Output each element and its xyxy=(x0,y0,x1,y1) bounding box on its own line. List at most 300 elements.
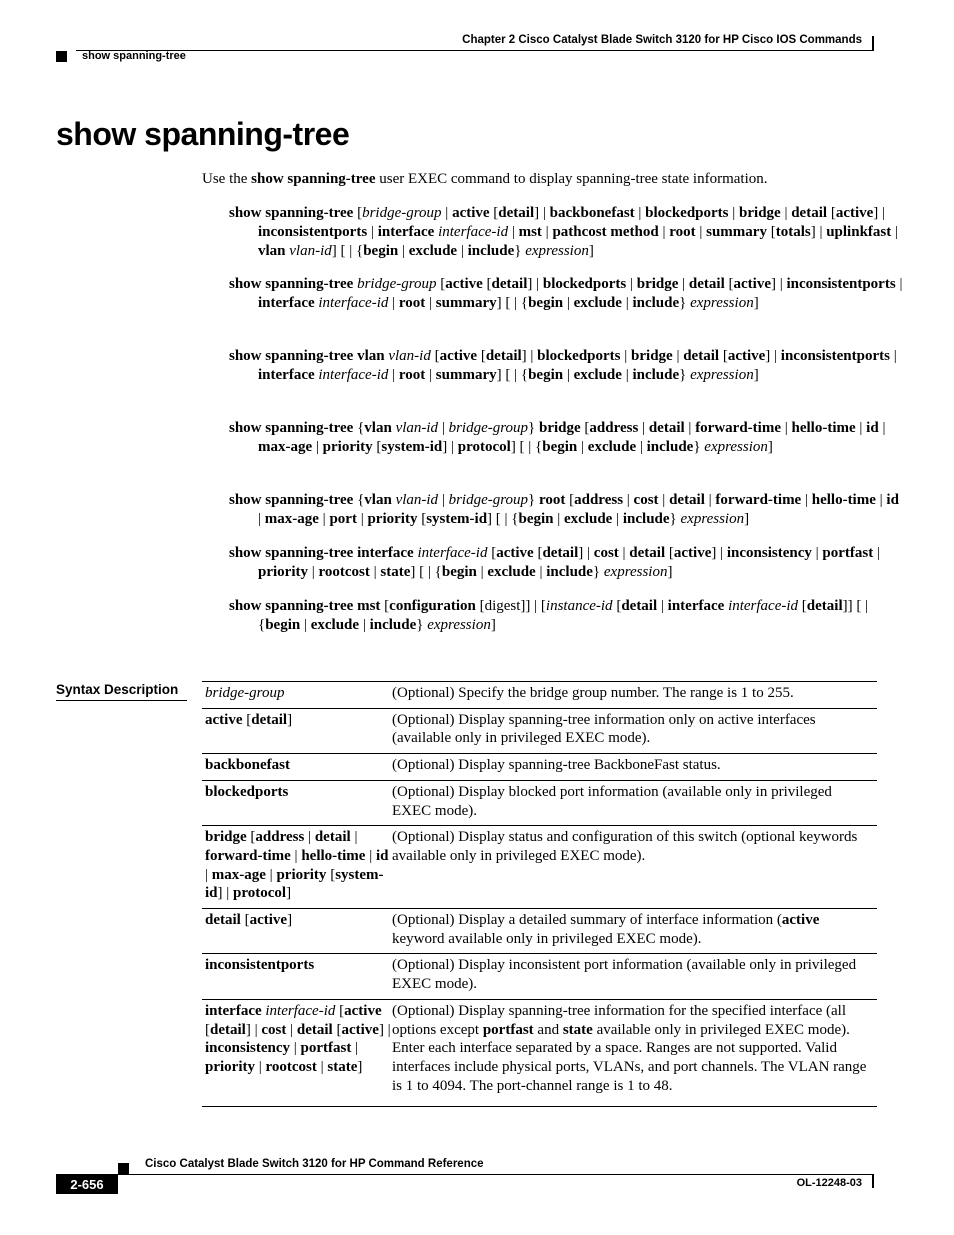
keyword-text: state xyxy=(562,1021,593,1038)
plain-text: | xyxy=(359,617,370,633)
plain-text: [ xyxy=(372,439,382,455)
keyword-text: summary xyxy=(435,295,497,311)
keyword-text: begin xyxy=(265,617,301,633)
keyword-text: show spanning-tree xyxy=(229,492,354,508)
keyword-text: detail xyxy=(688,276,725,292)
keyword-text: exclude xyxy=(487,564,536,580)
plain-text: | xyxy=(780,205,792,221)
keyword-text: configuration xyxy=(389,598,476,614)
plain-text: ] [ | { xyxy=(410,564,442,580)
plain-text: ] xyxy=(286,885,292,902)
keyword-text: detail xyxy=(210,1021,246,1038)
syntax-line xyxy=(229,597,905,635)
keyword-text: backbonefast xyxy=(549,205,635,221)
plain-text: | xyxy=(308,564,319,580)
plain-text: | xyxy=(672,348,684,364)
plain-text: | xyxy=(728,205,740,221)
argument-text: expression xyxy=(704,439,768,455)
keyword-text: active xyxy=(727,348,766,364)
footer-document-id: OL-12248-03 xyxy=(796,1177,862,1189)
syntax-description-label-rule xyxy=(56,700,187,701)
table-row xyxy=(202,753,877,780)
argument-text: expression xyxy=(603,564,668,580)
keyword-text: begin xyxy=(441,564,477,580)
keyword-text: hello-time xyxy=(301,847,366,864)
plain-text: ] | xyxy=(765,348,781,364)
keyword-text: detail xyxy=(621,598,658,614)
plain-text: ] xyxy=(357,1058,363,1075)
table-cell-description xyxy=(392,828,874,903)
keyword-text: protocol xyxy=(233,885,287,902)
keyword-text: active xyxy=(673,545,712,561)
plain-text: | xyxy=(657,598,668,614)
plain-text: } xyxy=(669,511,681,527)
keyword-text: cost xyxy=(593,545,619,561)
keyword-text: begin xyxy=(528,295,564,311)
plain-text: [ xyxy=(719,348,728,364)
plain-text: [ xyxy=(417,511,427,527)
keyword-text: active xyxy=(445,276,483,292)
plain-text: ] xyxy=(767,439,773,455)
keyword-text: forward-time xyxy=(205,847,291,864)
plain-text: | xyxy=(623,492,634,508)
intro-paragraph xyxy=(202,171,882,188)
plain-text: } xyxy=(693,439,705,455)
keyword-text: bridge xyxy=(636,276,679,292)
keyword-text: blockedports xyxy=(542,276,627,292)
plain-text: ] xyxy=(744,511,750,527)
plain-text: | xyxy=(356,511,368,527)
keyword-text: detail xyxy=(806,598,843,614)
table-cell-description xyxy=(392,911,874,948)
plain-text: } xyxy=(679,295,691,311)
plain-text: | xyxy=(398,243,409,259)
plain-text: | xyxy=(508,224,519,240)
plain-text: ] | xyxy=(527,276,543,292)
plain-text: [ xyxy=(766,224,776,240)
keyword-text: protocol xyxy=(457,439,511,455)
keyword-text: detail xyxy=(205,912,241,929)
keyword-text: show spanning-tree xyxy=(229,205,354,221)
plain-text: ]] [ | { xyxy=(258,598,869,633)
plain-text: | xyxy=(369,564,381,580)
argument-text: expression xyxy=(690,367,754,383)
plain-text: | xyxy=(304,829,315,846)
keyword-text: priority xyxy=(367,511,418,527)
keyword-text: bridge xyxy=(205,829,247,846)
table-row xyxy=(202,681,877,708)
plain-text: } xyxy=(514,243,526,259)
keyword-text: detail xyxy=(485,348,522,364)
table-cell-description xyxy=(392,783,874,820)
plain-text: [ xyxy=(487,545,497,561)
keyword-text: include xyxy=(546,564,593,580)
keyword-text: include xyxy=(622,511,670,527)
keyword-text: begin xyxy=(528,367,564,383)
syntax-line xyxy=(229,347,905,385)
keyword-text: bridge xyxy=(631,348,673,364)
plain-text: ] [ | { xyxy=(331,243,364,259)
plain-text: | xyxy=(563,367,574,383)
keyword-text: uplinkfast xyxy=(826,224,892,240)
syntax-line xyxy=(229,204,905,261)
keyword-text: interface xyxy=(205,1002,262,1019)
plain-text: | xyxy=(365,847,376,864)
keyword-text: show spanning-tree xyxy=(229,276,354,292)
plain-text: | xyxy=(678,276,689,292)
keyword-text: interface xyxy=(667,598,725,614)
plain-text: | xyxy=(563,295,574,311)
syntax-line xyxy=(229,544,905,582)
keyword-text: inconsistentports xyxy=(780,348,890,364)
keyword-text: inconsistentports xyxy=(786,276,896,292)
plain-text: | xyxy=(889,348,897,364)
keyword-text: state xyxy=(327,1058,358,1075)
header-rule xyxy=(76,50,874,51)
plain-text: keyword available only in privileged EXEC mode). xyxy=(392,930,702,947)
keyword-text: rootcost xyxy=(318,564,370,580)
plain-text: | xyxy=(367,224,378,240)
keyword-text: detail xyxy=(314,829,351,846)
keyword-text: include xyxy=(467,243,515,259)
plain-text: | xyxy=(205,866,212,883)
keyword-text: begin xyxy=(542,439,578,455)
keyword-text: show spanning-tree xyxy=(229,420,354,436)
page-number: 2-656 xyxy=(70,1177,104,1192)
footer-book-title: Cisco Catalyst Blade Switch 3120 for HP Command Reference xyxy=(145,1158,484,1170)
keyword-text: max-age xyxy=(211,866,266,883)
plain-text: | xyxy=(638,420,649,436)
plain-text: ] xyxy=(287,912,293,929)
keyword-text: vlan xyxy=(364,420,392,436)
plain-text: [ xyxy=(353,205,363,221)
keyword-text: exclude xyxy=(310,617,360,633)
plain-text: | xyxy=(891,224,899,240)
keyword-text: detail xyxy=(251,711,288,728)
plain-text: ] xyxy=(287,711,293,728)
plain-text: ] xyxy=(490,617,496,633)
keyword-text: priority xyxy=(276,866,327,883)
argument-text: bridge-group xyxy=(205,685,285,701)
keyword-text: cost xyxy=(633,492,659,508)
plain-text: (Optional) Display status and configuration of this switch (optional keywords available only in privileged EXEC mode). xyxy=(392,829,858,864)
keyword-text: vlan xyxy=(258,243,286,259)
plain-text: ] | xyxy=(771,276,787,292)
keyword-text: priority xyxy=(322,439,373,455)
plain-text: (Optional) Specify the bridge group number. The range is 1 to 255. xyxy=(392,685,794,701)
syntax-line xyxy=(229,419,905,457)
plain-text: { xyxy=(353,420,365,436)
keyword-text: address xyxy=(574,492,624,508)
argument-text: vlan-id xyxy=(388,348,431,364)
plain-text: | xyxy=(535,564,547,580)
keyword-text: root xyxy=(398,295,426,311)
syntax-description-table xyxy=(202,681,877,1107)
plain-text: ] | xyxy=(378,1021,391,1038)
keyword-text: address xyxy=(589,420,639,436)
footer-rule xyxy=(56,1174,874,1175)
table-row xyxy=(202,953,877,998)
plain-text: | xyxy=(476,564,488,580)
keyword-text: port xyxy=(329,511,357,527)
keyword-text: inconsistency xyxy=(726,545,812,561)
keyword-text: system-id xyxy=(426,511,488,527)
table-cell-keyword xyxy=(202,756,392,775)
argument-text: bridge-group xyxy=(448,492,529,508)
keyword-text: detail xyxy=(498,205,535,221)
keyword-text: totals xyxy=(775,224,811,240)
keyword-text: show spanning-tree mst xyxy=(229,598,381,614)
keyword-text: portfast xyxy=(822,545,874,561)
plain-text: | xyxy=(541,224,553,240)
keyword-text: active xyxy=(452,205,490,221)
argument-text: instance-id xyxy=(545,598,613,614)
plain-text: available only in privileged EXEC mode). Enter each interface separated by a space. Ranges are not supported. Valid interfaces include physical ports, VLANs, and port channels. The VLAN range is 1 to 4094. The port-channel range is 1 to 48. xyxy=(392,1021,867,1094)
keyword-text: max-age xyxy=(264,511,319,527)
plain-text: (Optional) Display spanning-tree information for the specified interface (all options except xyxy=(392,1002,846,1038)
plain-text: | xyxy=(300,617,311,633)
plain-text: [ xyxy=(612,598,622,614)
plain-text: [ xyxy=(798,598,807,614)
plain-text: ] xyxy=(667,564,673,580)
table-cell-keyword xyxy=(202,956,392,993)
keyword-text: bridge xyxy=(739,205,781,221)
keyword-text: detail xyxy=(791,205,828,221)
keyword-text: id xyxy=(375,847,389,864)
plain-text: (Optional) Display a detailed summary of interface information ( xyxy=(392,912,782,929)
plain-text: | xyxy=(388,367,399,383)
table-cell-keyword xyxy=(202,684,392,703)
plain-text: (Optional) Display inconsistent port information (available only in privileged EXEC mode). xyxy=(392,957,857,993)
plain-text: ] | xyxy=(711,545,727,561)
plain-text: [ xyxy=(565,492,575,508)
argument-text: vlan-id xyxy=(289,243,332,259)
plain-text: | xyxy=(618,545,630,561)
keyword-text: active xyxy=(781,912,820,929)
keyword-text: interface xyxy=(377,224,435,240)
plain-text: | xyxy=(895,276,903,292)
keyword-text: bridge xyxy=(538,420,581,436)
keyword-text: active xyxy=(205,711,243,728)
plain-text: ] | xyxy=(245,1021,262,1038)
plain-text: [ xyxy=(482,276,492,292)
keyword-text: exclude xyxy=(408,243,458,259)
plain-text: | xyxy=(318,511,330,527)
keyword-text: portfast xyxy=(300,1040,352,1057)
plain-text: ] | xyxy=(534,205,550,221)
keyword-text: detail xyxy=(669,492,705,508)
plain-text: } xyxy=(592,564,604,580)
keyword-text: interface xyxy=(258,367,315,383)
plain-text: [ xyxy=(489,205,499,221)
plain-text: | xyxy=(286,1021,297,1038)
keyword-text: hello-time xyxy=(791,420,856,436)
table-cell-keyword xyxy=(202,911,392,948)
plain-text: [ xyxy=(246,829,256,846)
argument-text: bridge-group xyxy=(357,276,437,292)
plain-text: ] xyxy=(753,295,759,311)
plain-text: [ xyxy=(827,205,836,221)
plain-text: [digest]] | [ xyxy=(475,598,546,614)
plain-text: | xyxy=(577,439,588,455)
plain-text: (Optional) Display spanning-tree information only on active interfaces (available only in privileged EXEC mode). xyxy=(392,711,816,747)
footer-marker-square xyxy=(118,1163,129,1174)
plain-text: | xyxy=(620,348,632,364)
plain-text: | xyxy=(258,511,265,527)
argument-text: expression xyxy=(427,617,491,633)
plain-text: | xyxy=(290,847,302,864)
plain-text: | xyxy=(621,295,633,311)
keyword-text: portfast xyxy=(482,1021,534,1038)
keyword-text: system-id xyxy=(381,439,443,455)
plain-text: | xyxy=(425,367,436,383)
keyword-text: priority xyxy=(258,564,308,580)
plain-text: | xyxy=(457,243,468,259)
keyword-text: exclude xyxy=(587,439,637,455)
plain-text: | xyxy=(553,511,565,527)
plain-text: ] xyxy=(753,367,759,383)
keyword-text: id xyxy=(866,420,879,436)
plain-text: ] | xyxy=(521,348,538,364)
plain-text: { xyxy=(353,492,365,508)
plain-text: and xyxy=(533,1021,563,1038)
table-row xyxy=(202,908,877,953)
plain-text: | xyxy=(265,866,277,883)
footer-vertical-rule xyxy=(872,1175,874,1188)
plain-text: | xyxy=(658,224,670,240)
plain-text: (Optional) Display blocked port information (available only in privileged EXEC mode). xyxy=(392,783,832,819)
plain-text: ] [ | { xyxy=(496,367,529,383)
argument-text: interface-id xyxy=(438,224,509,240)
keyword-text: pathcost method xyxy=(552,224,659,240)
page-title: show spanning-tree xyxy=(56,116,350,152)
keyword-text: inconsistency xyxy=(205,1040,291,1057)
keyword-text: include xyxy=(369,617,417,633)
plain-text: | xyxy=(425,295,436,311)
keyword-text: rootcost xyxy=(265,1058,317,1075)
plain-text: | xyxy=(438,420,449,436)
keyword-text: blockedports xyxy=(645,205,729,221)
table-cell-description xyxy=(392,956,874,993)
table-row xyxy=(202,825,877,908)
table-cell-description xyxy=(392,1002,874,1096)
running-header-chapter: Chapter 2 Cisco Catalyst Blade Switch 3120 for HP Cisco IOS Commands xyxy=(462,34,862,46)
argument-text: interface-id xyxy=(265,1002,336,1019)
keyword-text: active xyxy=(344,1002,382,1019)
header-vertical-rule xyxy=(872,36,874,51)
argument-text: vlan-id xyxy=(395,420,439,436)
argument-text: expression xyxy=(680,511,745,527)
syntax-line xyxy=(229,275,905,313)
keyword-text: detail xyxy=(683,348,720,364)
plain-text: ] | xyxy=(578,545,594,561)
keyword-text: include xyxy=(632,367,680,383)
table-cell-description xyxy=(392,684,874,703)
plain-text: | xyxy=(658,492,670,508)
plain-text: | xyxy=(801,492,812,508)
table-cell-description xyxy=(392,756,874,775)
plain-text: [ xyxy=(580,420,590,436)
keyword-text: detail xyxy=(491,276,528,292)
argument-text: interface-id xyxy=(728,598,799,614)
keyword-text: summary xyxy=(435,367,497,383)
table-cell-description xyxy=(392,711,874,748)
keyword-text: vlan xyxy=(364,492,392,508)
keyword-text: inconsistentports xyxy=(258,224,368,240)
plain-text: ] xyxy=(588,243,594,259)
plain-text: ] | xyxy=(873,205,886,221)
keyword-text: exclude xyxy=(573,295,622,311)
plain-text: | xyxy=(855,420,867,436)
plain-text: | xyxy=(626,276,637,292)
plain-text: [ xyxy=(665,545,674,561)
plain-text: [ xyxy=(335,1002,345,1019)
plain-text: | xyxy=(684,420,696,436)
plain-text: | xyxy=(634,205,646,221)
plain-text: [ xyxy=(205,1021,210,1038)
plain-text: | xyxy=(388,295,399,311)
keyword-text: detail xyxy=(296,1021,333,1038)
table-cell-keyword xyxy=(202,1002,392,1096)
plain-text: ] | xyxy=(810,224,827,240)
argument-text: bridge-group xyxy=(448,420,529,436)
plain-text: ] [ | { xyxy=(496,295,529,311)
plain-text: (Optional) Display spanning-tree BackboneFast status. xyxy=(392,757,721,774)
plain-text: | xyxy=(873,545,880,561)
plain-text: | xyxy=(255,1058,266,1075)
plain-text: | xyxy=(350,829,358,846)
plain-text: [ xyxy=(240,912,250,929)
keyword-text: active xyxy=(439,348,478,364)
keyword-text: active xyxy=(496,545,534,561)
argument-text: expression xyxy=(690,295,754,311)
plain-text: | xyxy=(636,439,647,455)
keyword-text: begin xyxy=(518,511,554,527)
running-header-section: show spanning-tree xyxy=(82,50,186,62)
keyword-text: include xyxy=(632,295,680,311)
keyword-text: show spanning-tree interface xyxy=(229,545,414,561)
plain-text: [ xyxy=(477,348,486,364)
argument-text: bridge-group xyxy=(362,205,442,221)
keyword-text: root xyxy=(398,367,426,383)
intro-post: user EXEC command to display spanning-tree state information. xyxy=(375,171,768,187)
argument-text: vlan-id xyxy=(395,492,439,508)
plain-text: ] [ | { xyxy=(487,511,519,527)
keyword-text: system-id xyxy=(205,866,384,902)
plain-text: | xyxy=(695,224,707,240)
argument-text: interface-id xyxy=(318,295,389,311)
plain-text: [ xyxy=(380,598,390,614)
table-cell-keyword xyxy=(202,783,392,820)
keyword-text: forward-time xyxy=(695,420,781,436)
plain-text: | xyxy=(441,205,453,221)
keyword-text: id xyxy=(886,492,899,508)
keyword-text: interface xyxy=(258,295,315,311)
keyword-text: active xyxy=(835,205,874,221)
keyword-text: forward-time xyxy=(715,492,802,508)
table-row xyxy=(202,999,877,1108)
argument-text: interface-id xyxy=(318,367,389,383)
syntax-line xyxy=(229,491,905,529)
keyword-text: max-age xyxy=(258,439,313,455)
plain-text: ] | xyxy=(217,885,234,902)
header-marker-square xyxy=(56,51,67,62)
syntax-description-label: Syntax Description xyxy=(56,682,179,697)
keyword-text: show spanning-tree vlan xyxy=(229,348,385,364)
plain-text: | xyxy=(612,511,623,527)
plain-text: [ xyxy=(332,1021,342,1038)
plain-text: | xyxy=(780,420,792,436)
